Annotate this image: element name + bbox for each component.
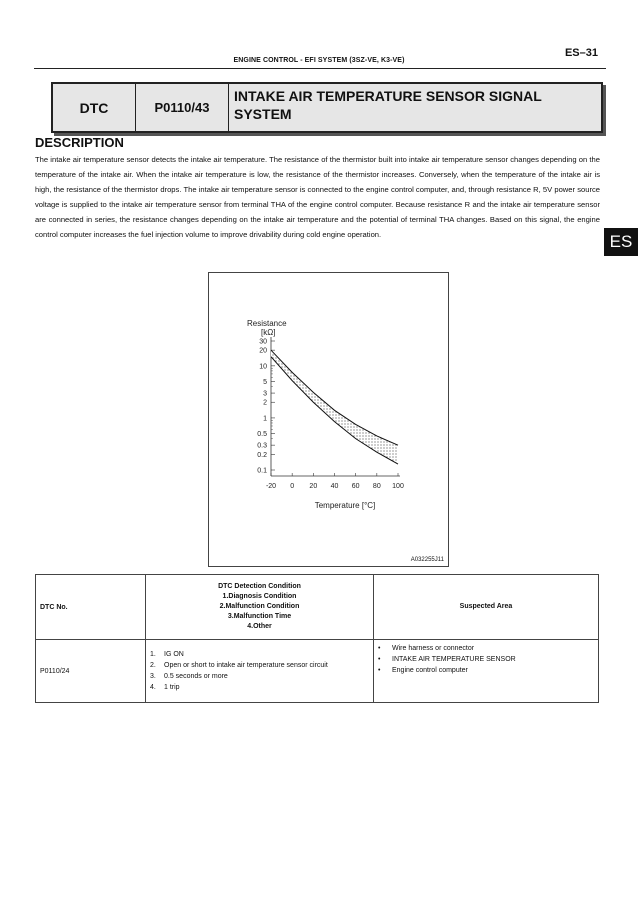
resistance-figure	[208, 272, 449, 567]
table-header-row	[36, 575, 599, 640]
dtc-table	[35, 574, 599, 703]
list-item: 4. 1 trip	[150, 684, 180, 691]
y-tick-label: 0.5	[257, 431, 267, 439]
list-item: • INTAKE AIR TEMPERATURE SENSOR	[378, 656, 516, 663]
x-axis-label: Temperature [°C]	[314, 501, 376, 510]
y-tick-label: 0.2	[257, 451, 267, 459]
cell-conditions	[146, 640, 374, 703]
section-heading: DESCRIPTION	[35, 135, 124, 150]
running-header: ENGINE CONTROL - EFI SYSTEM (3SZ-VE, K3-VE)	[233, 57, 405, 64]
x-tick-label: 60	[351, 483, 360, 490]
list-item: • Wire harness or connector	[378, 645, 475, 652]
table-row	[36, 640, 599, 703]
x-tick-label: -20	[265, 483, 277, 490]
description-text: The intake air temperature sensor detects the intake air temperature. The resistance of the thermistor built into intake air temperature sensor changes depending on the temperature of the intake air. When the intake air temperature is low, the resistance of the thermistor increases. Conversely, when the temperature of the intake air is high, the resistance of the thermistor drops. The intake air temperature sensor is connected to the engine control computer, and, through resistance R, 5V power source voltage is supplied to the intake air temperature sensor from terminal THA of the engine control computer. Because resistance R and the intake air temperature sensor are connected in series, the resistance changes depending on the intake air temperature and the potential of terminal THA changes. Based on this signal, the engine control computer increases the fuel injection volume to improve drivability during cold engine operation.	[35, 155, 600, 239]
y-axis-label-line2: [kΩ]	[261, 328, 276, 337]
y-tick-label: 5	[263, 379, 267, 387]
y-tick-label: 20	[259, 347, 267, 355]
y-tick-label: 30	[259, 338, 267, 346]
resistance-chart	[209, 273, 448, 566]
list-item: 1. IG ON	[150, 651, 184, 658]
header-detection-condition	[146, 575, 374, 640]
tolerance-band	[271, 350, 398, 464]
x-tick-label: 80	[372, 483, 381, 490]
y-tick-label: 0.3	[257, 442, 267, 450]
list-item: 3. 0.5 seconds or more	[150, 673, 228, 680]
x-tick-label: 40	[330, 483, 339, 490]
x-tick-label: 20	[309, 483, 318, 490]
header-line: 1.Diagnosis Condition	[222, 593, 297, 600]
dtc-title-box	[51, 82, 603, 133]
y-tick-label: 3	[263, 390, 267, 398]
y-axis-label-line1: Resistance	[247, 319, 287, 328]
header-line: 3.Malfunction Time	[227, 613, 292, 620]
header-line: 2.Malfunction Condition	[219, 603, 300, 610]
list-item: 2. Open or short to intake air temperature sensor circuit	[150, 662, 328, 669]
header-dtc-no: DTC No.	[36, 575, 146, 640]
dtc-title: INTAKE AIR TEMPERATURE SENSOR SIGNAL SYSTEM	[234, 88, 542, 122]
y-tick-label: 1	[263, 415, 267, 423]
header-line: 4.Other	[247, 623, 272, 630]
dtc-code: P0110/43	[136, 84, 229, 131]
upper-limit-line	[271, 350, 398, 445]
y-tick-label: 0.1	[257, 467, 267, 475]
cell-suspected-area	[374, 640, 599, 703]
page-number: ES–31	[564, 47, 598, 59]
cell-dtc-no: P0110/24	[36, 640, 146, 703]
header-rule	[34, 68, 606, 69]
list-item: • Engine control computer	[378, 667, 468, 674]
figure-code: A032255J11	[410, 557, 444, 563]
section-tab: ES	[604, 228, 638, 256]
dtc-label: DTC	[53, 84, 136, 131]
y-tick-label: 2	[263, 399, 267, 407]
header-line: DTC Detection Condition	[218, 583, 301, 590]
header-suspected-area: Suspected Area	[374, 575, 599, 640]
x-tick-label: 100	[392, 483, 404, 490]
y-tick-label: 10	[259, 363, 267, 371]
x-tick-label: 0	[290, 483, 295, 490]
